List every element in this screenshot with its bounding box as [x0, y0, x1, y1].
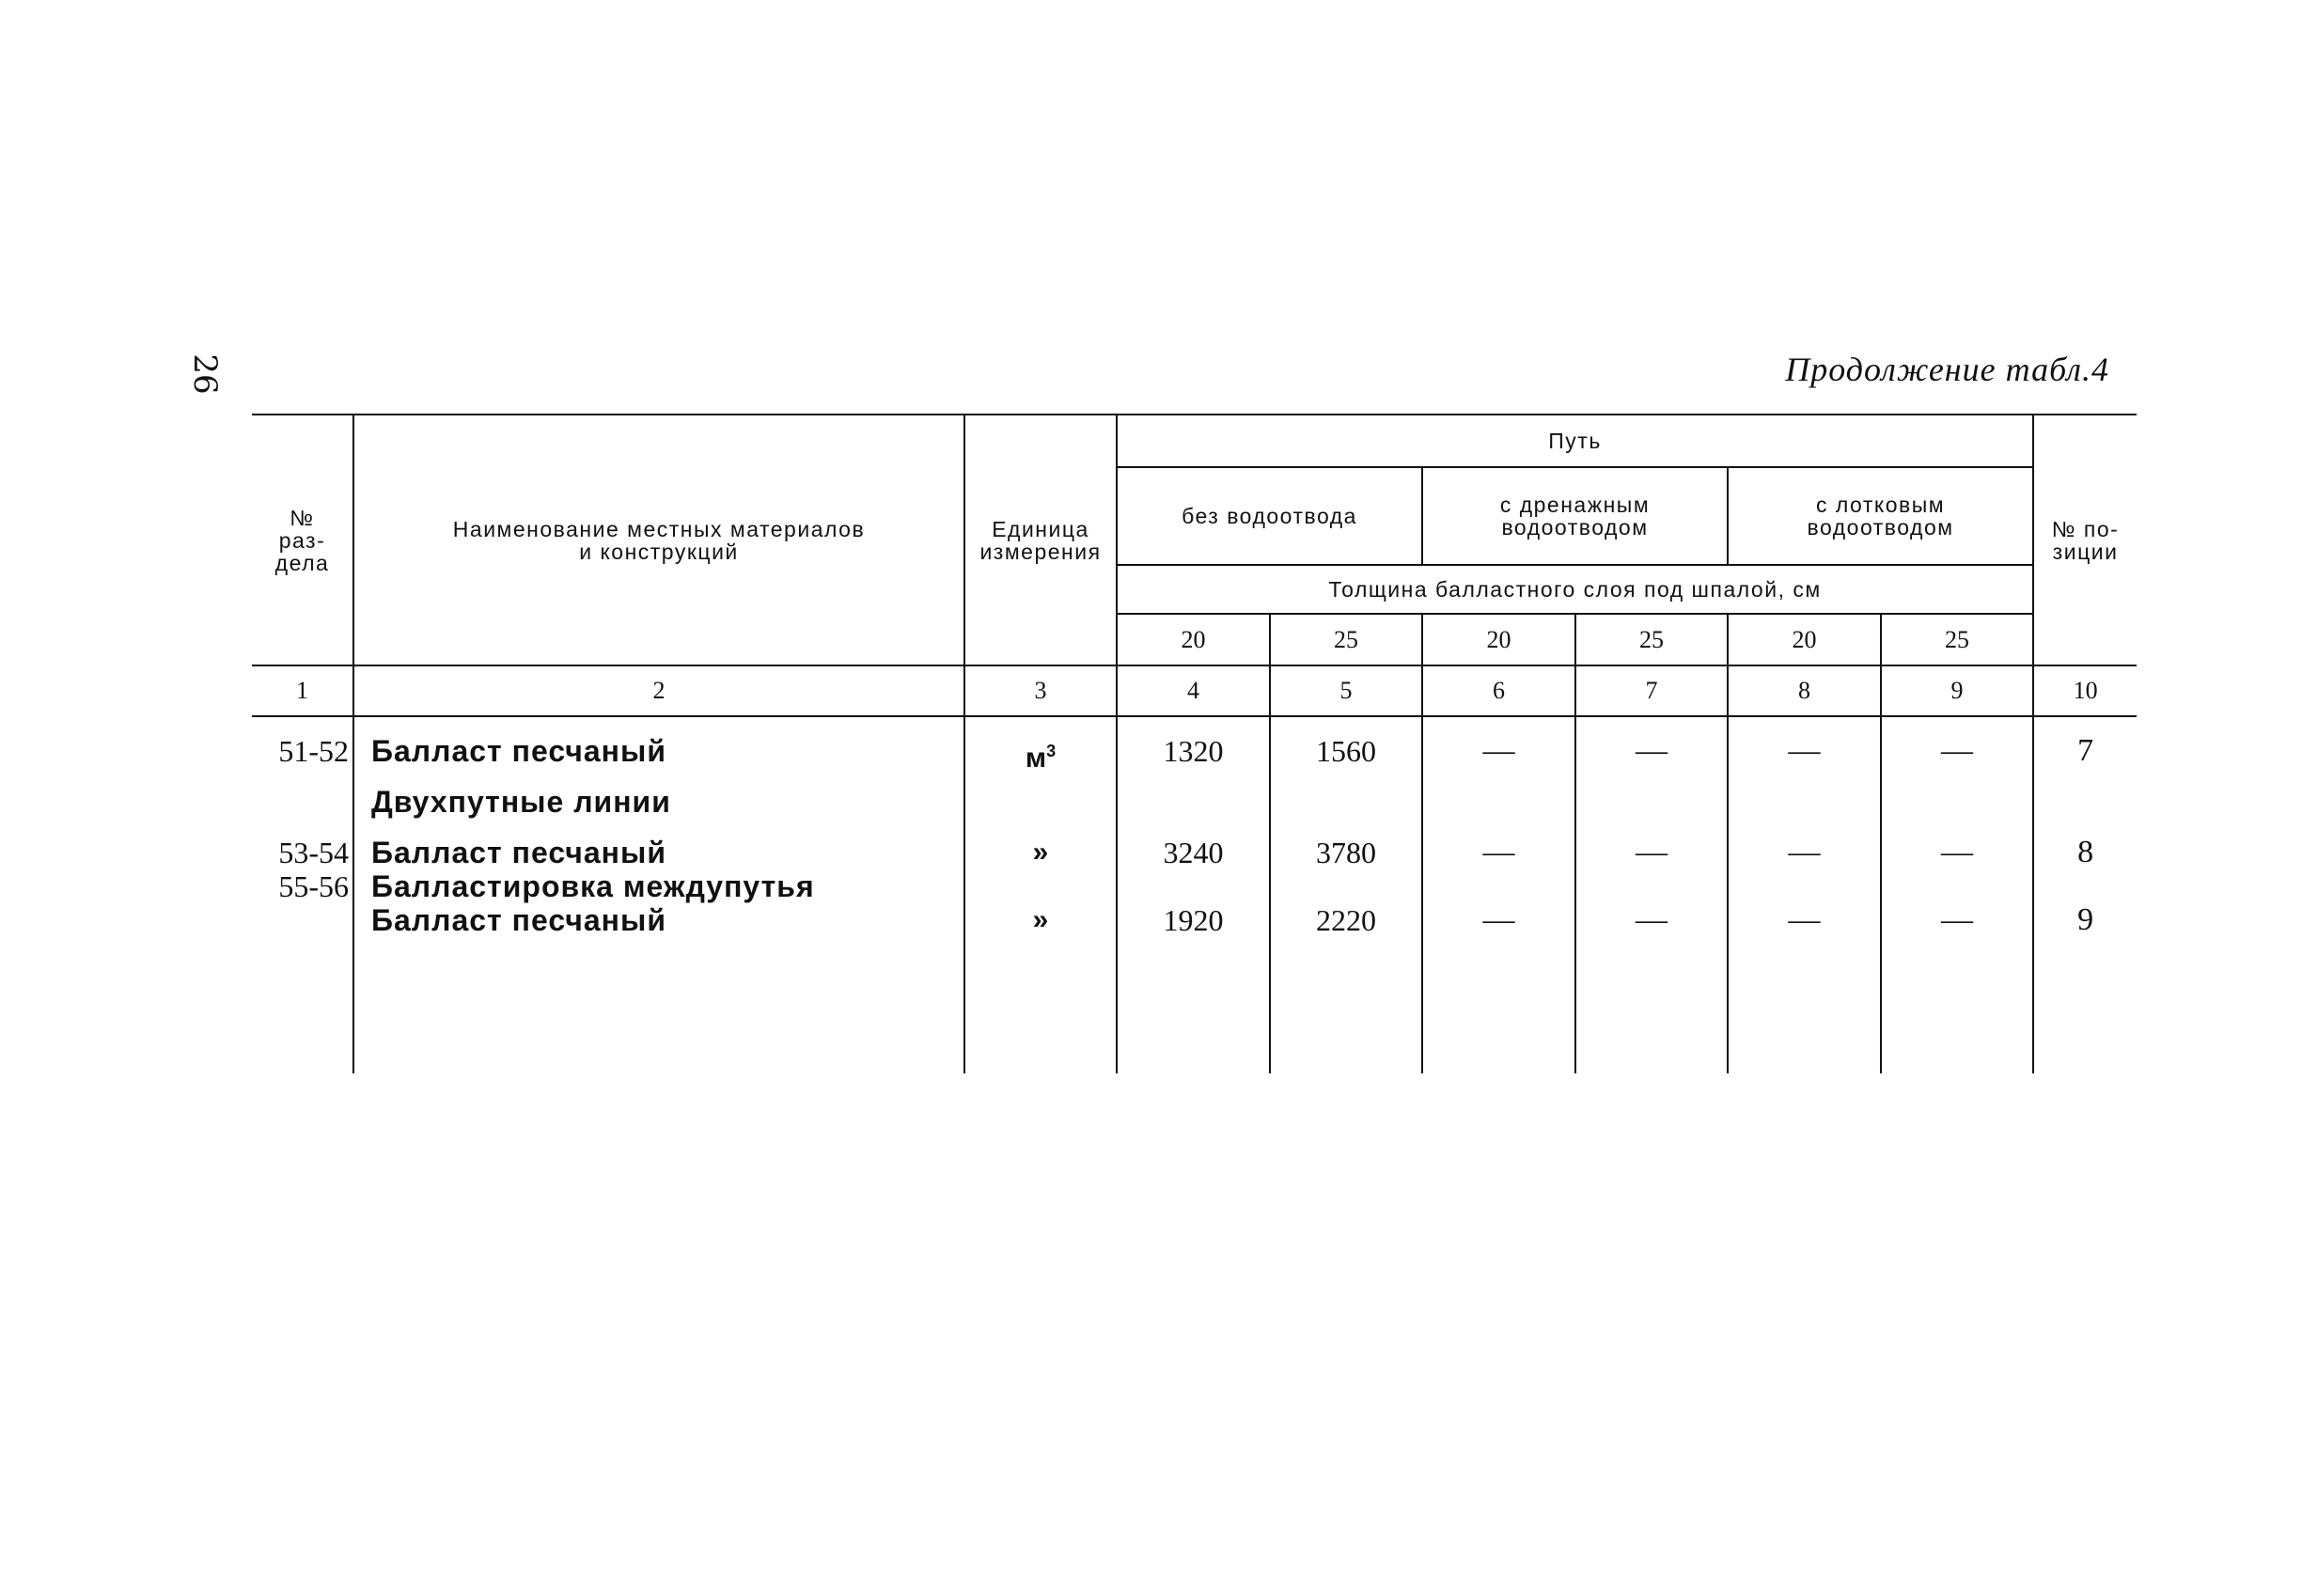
unit: » — [1032, 904, 1049, 935]
thickness-value: 20 — [1422, 614, 1575, 665]
column-number: 7 — [1575, 665, 1728, 716]
material-name: Балласт песчаный — [371, 734, 666, 768]
column-number: 3 — [964, 665, 1117, 716]
thickness-value: 25 — [1881, 614, 2033, 665]
section-number: 53-54 — [278, 836, 349, 869]
header-section-no: № раз- дела — [252, 415, 353, 665]
column-number: 1 — [252, 665, 353, 716]
value-column-5: 1560 3780 2220 — [1270, 716, 1422, 1073]
column-number: 6 — [1422, 665, 1575, 716]
page-number: 26 — [186, 353, 224, 395]
header-position-no: № по- зиции — [2033, 415, 2137, 665]
unit-column — [964, 716, 1117, 1073]
header-material-name: Наименование местных материалов и конструкций — [353, 415, 964, 665]
thickness-value: 20 — [1117, 614, 1270, 665]
material-name: Балласт песчаный — [371, 903, 666, 937]
material-name: Балласт песчаный — [371, 836, 666, 869]
section-number: 51-52 — [278, 734, 349, 768]
header-drainage: с дренажным водоотводом — [1422, 467, 1728, 565]
column-number: 8 — [1728, 665, 1881, 716]
subheading: Двухпутные линии — [371, 785, 671, 819]
thickness-value: 20 — [1728, 614, 1881, 665]
header-path: Путь — [1117, 415, 2033, 467]
header-tray-drainage: с лотковым водоотводом — [1728, 467, 2033, 565]
value-column-9: — — — — [1881, 716, 2033, 1073]
column-number: 5 — [1270, 665, 1422, 716]
column-number: 2 — [353, 665, 964, 716]
header-thickness: Толщина балластного слоя под шпалой, см — [1117, 565, 2033, 614]
thickness-value: 25 — [1270, 614, 1422, 665]
table-caption: Продолжение табл.4 — [1785, 351, 2109, 388]
subheading: Балластировка междупутья — [371, 869, 815, 903]
position-number: 8 — [2077, 835, 2094, 869]
table-body — [252, 716, 2137, 1073]
position-number: 7 — [2077, 733, 2094, 768]
section-number: 55-56 — [278, 869, 349, 903]
column-number: 4 — [1117, 665, 1270, 716]
value-column-6: — — — — [1422, 716, 1575, 1073]
section-column — [252, 716, 353, 1073]
unit: » — [1032, 837, 1049, 868]
header-no-drainage: без водоотвода — [1117, 467, 1422, 565]
header-unit: Единица измерения — [964, 415, 1117, 665]
thickness-value: 25 — [1575, 614, 1728, 665]
value-column-7: — — — — [1575, 716, 1728, 1073]
column-number: 10 — [2033, 665, 2137, 716]
position-column — [2033, 716, 2137, 1073]
column-number: 9 — [1881, 665, 2033, 716]
value-column-8: — — — — [1728, 716, 1881, 1073]
materials-table — [252, 414, 2137, 1073]
position-number: 9 — [2077, 902, 2094, 937]
unit: $м^3$ — [1025, 742, 1057, 774]
value-column-4: 1320 3240 1920 — [1117, 716, 1270, 1073]
name-column — [353, 716, 964, 1073]
